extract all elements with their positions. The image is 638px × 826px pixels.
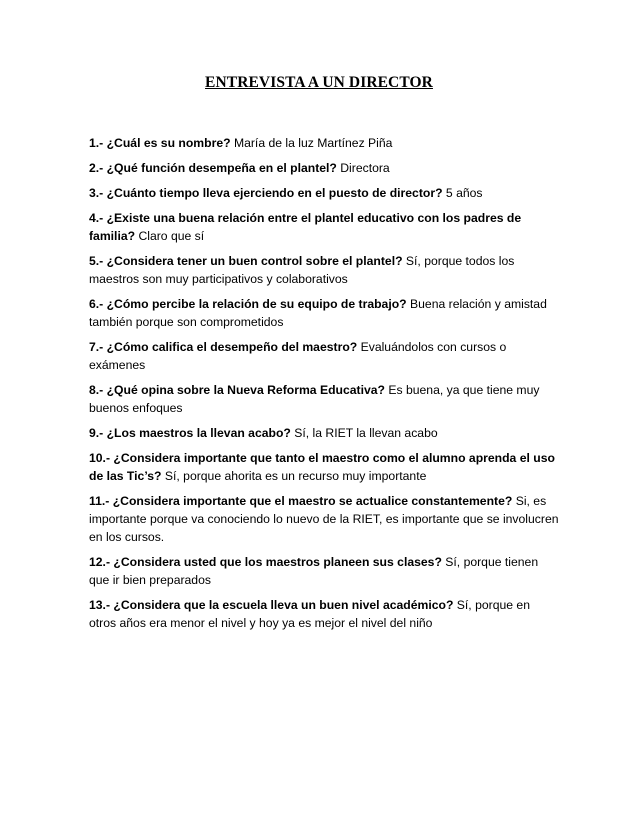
question-text: 11.- ¿Considera importante que el maestro se actualice constantemente? <box>89 494 513 508</box>
answer-text: Sí, porque ahorita es un recurso muy importante <box>164 469 427 483</box>
qa-item-10 <box>89 449 559 485</box>
answer-text: Evaluándolos con cursos o exámenes <box>89 340 507 372</box>
answer-text: Buena relación y amistad también porque son comprometidos <box>89 297 547 329</box>
page-title: ENTREVISTA A UN DIRECTOR <box>205 74 433 91</box>
answer-text: 5 años <box>445 186 483 200</box>
qa-item-4 <box>89 209 559 245</box>
answer-text: Es buena, ya que tiene muy buenos enfoques <box>89 383 540 415</box>
answer-text: Sí, porque en otros años era menor el nivel y hoy ya es mejor el nivel del niño <box>89 598 530 630</box>
answer-text: Sí, porque tienen que ir bien preparados <box>89 555 539 587</box>
answer-text: Si, es importante porque va conociendo lo nuevo de la RIET, es importante que se involucren en los cursos. <box>89 494 559 544</box>
question-text: 3.- ¿Cuánto tiempo lleva ejerciendo en el puesto de director? <box>89 186 443 200</box>
qa-item-6 <box>89 295 559 331</box>
qa-item-8 <box>89 381 559 417</box>
question-text: 1.- ¿Cuál es su nombre? <box>89 136 231 150</box>
question-text: 9.- ¿Los maestros la llevan acabo? <box>89 426 291 440</box>
qa-item-11 <box>89 492 559 546</box>
question-text: 7.- ¿Cómo califica el desempeño del maestro? <box>89 340 358 354</box>
qa-item-9 <box>89 424 559 442</box>
interview-list <box>89 134 559 639</box>
answer-text: Claro que sí <box>138 229 205 243</box>
question-text: 2.- ¿Qué función desempeña en el plantel? <box>89 161 337 175</box>
answer-text: Directora <box>340 161 390 175</box>
qa-item-7 <box>89 338 559 374</box>
answer-text: Sí, la RIET la llevan acabo <box>294 426 438 440</box>
qa-item-1 <box>89 134 559 152</box>
qa-item-3 <box>89 184 559 202</box>
question-text: 13.- ¿Considera que la escuela lleva un buen nivel académico? <box>89 598 454 612</box>
answer-text: Sí, porque todos los maestros son muy participativos y colaborativos <box>89 254 515 286</box>
qa-item-12 <box>89 553 559 589</box>
answer-text: María de la luz Martínez Piña <box>233 136 393 150</box>
question-text: 4.- ¿Existe una buena relación entre el plantel educativo con los padres de familia? <box>89 211 522 243</box>
question-text: 6.- ¿Cómo percibe la relación de su equipo de trabajo? <box>89 297 407 311</box>
question-text: 12.- ¿Considera usted que los maestros planeen sus clases? <box>89 555 442 569</box>
question-text: 5.- ¿Considera tener un buen control sobre el plantel? <box>89 254 403 268</box>
question-text: 10.- ¿Considera importante que tanto el maestro como el alumno aprenda el uso de las Tic’s? <box>89 451 555 483</box>
qa-item-5 <box>89 252 559 288</box>
qa-item-13 <box>89 596 559 632</box>
qa-item-2 <box>89 159 559 177</box>
question-text: 8.- ¿Qué opina sobre la Nueva Reforma Educativa? <box>89 383 385 397</box>
